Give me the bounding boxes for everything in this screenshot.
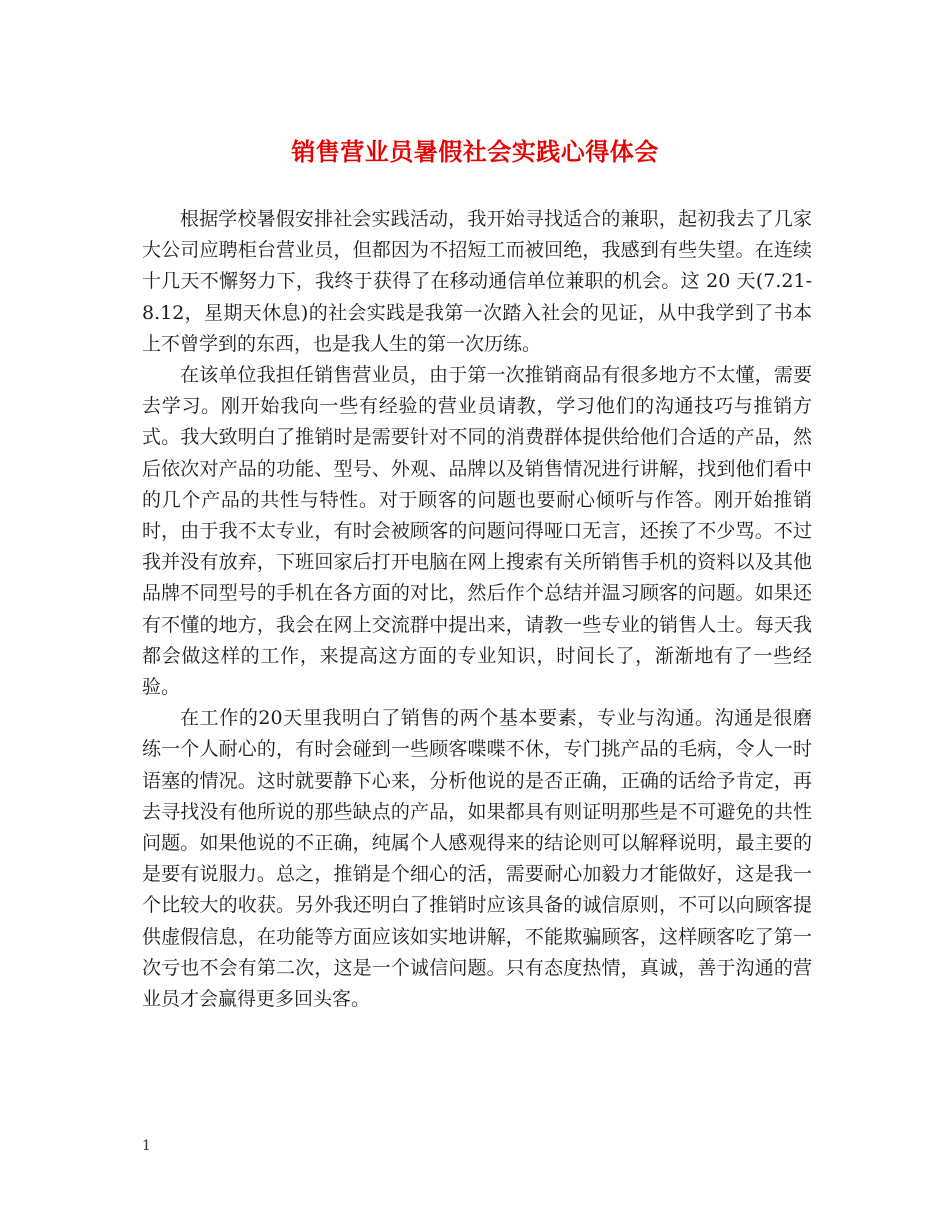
page-number: 1 (142, 1138, 151, 1154)
document-body (142, 204, 812, 1015)
paragraph-3: 在工作的20天里我明白了销售的两个基本要素，专业与沟通。沟通是很磨练一个人耐心的，有时会碰到一些顾客喋喋不休，专门挑产品的毛病，令人一时语塞的情况。这时就要静下心来，分析他说的是否正确，正确的话给予肯定，再去寻找没有他所说的那些缺点的产品，如果都具有则证明那些是不可避免的共性问题。如果他说的不正确，纯属个人感观得来的结论则可以解释说明，最主要的是要有说服力。总之，推销是个细心的活，需要耐心加毅力才能做好，这是我一个比较大的收获。另外我还明白了推销时应该具备的诚信原则，不可以向顾客提供虚假信息，在功能等方面应该如实地讲解，不能欺骗顾客，这样顾客吃了第一次亏也不会有第二次，这是一个诚信问题。只有态度热情，真诚，善于沟通的营业员才会赢得更多回头客。 (142, 707, 812, 1011)
paragraph-1: 根据学校暑假安排社会实践活动，我开始寻找适合的兼职，起初我去了几家大公司应聘柜台营业员，但都因为不招短工而被回绝，我感到有些失望。在连续十几天不懈努力下，我终于获得了在移动通信单位兼职的机会。这 20 天(7.21-8.12，星期天休息)的社会实践是我第一次踏入社会的见证，从中我学到了书本上不曾学到的东西，也是我人生的第一次历练。 (142, 208, 812, 355)
paragraph-2: 在该单位我担任销售营业员，由于第一次推销商品有很多地方不太懂，需要去学习。刚开始我向一些有经验的营业员请教，学习他们的沟通技巧与推销方式。我大致明白了推销时是需要针对不同的消费群体提供给他们合适的产品，然后依次对产品的功能、型号、外观、品牌以及销售情况进行讲解，找到他们看中的几个产品的共性与特性。对于顾客的问题也要耐心倾听与作答。刚开始推销时，由于我不太专业，有时会被顾客的问题问得哑口无言，还挨了不少骂。不过我并没有放弃，下班回家后打开电脑在网上搜索有关所销售手机的资料以及其他品牌不同型号的手机在各方面的对比，然后作个总结并温习顾客的问题。如果还有不懂的地方，我会在网上交流群中提出来，请教一些专业的销售人士。每天我都会做这样的工作，来提高这方面的专业知识，时间长了，渐渐地有了一些经验。 (142, 364, 812, 699)
document-title: 销售营业员暑假社会实践心得体会 (291, 137, 659, 166)
